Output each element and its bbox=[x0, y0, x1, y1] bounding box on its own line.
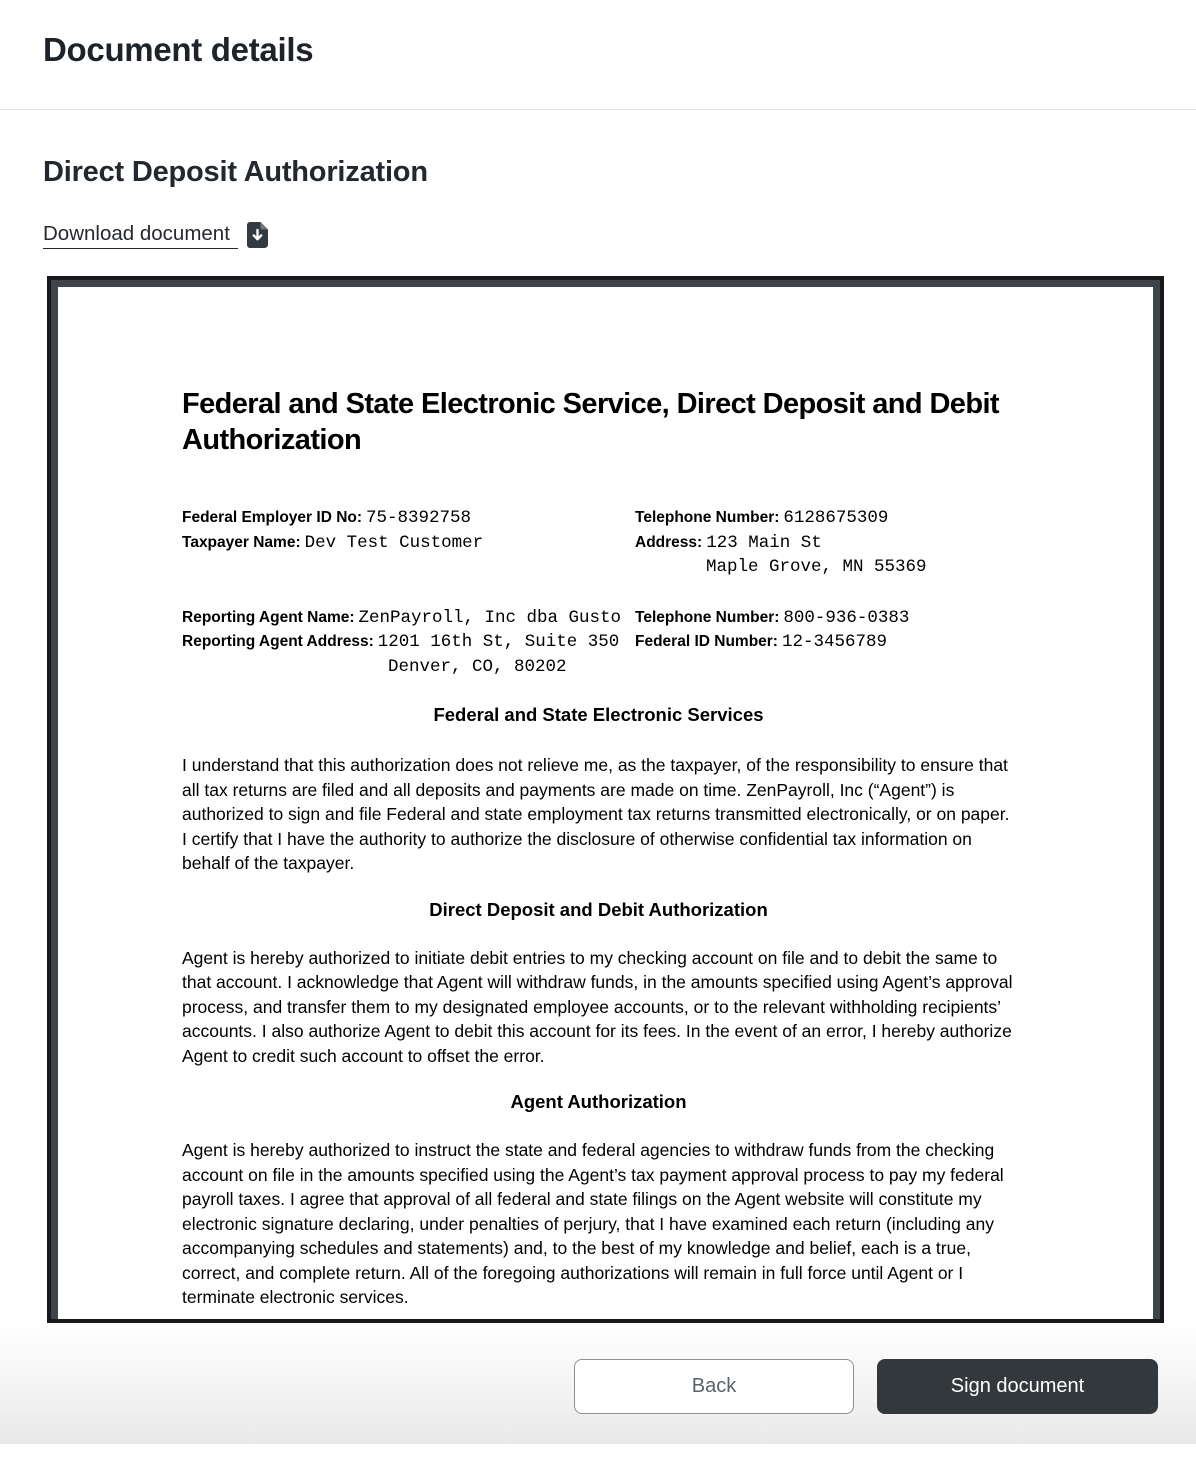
field-taxpayer-address-line2: Maple Grove, MN 55369 bbox=[706, 557, 927, 577]
section-body-agent-authorization: Agent is hereby authorized to instruct the state and federal agencies to withdraw funds from the checking account on file in the amounts specified using the Agent’s tax payment approval process to pay my federal payroll taxes. I agree that approval of all federal and state filings on the Agent website will constitute my electronic signature declaring, under penalties of perjury, that I have examined each return (including any accompanying schedules and statements) and, to the best of my knowledge and belief, each is a true, correct, and complete return. All of the foregoing authorizations will remain in full force until Agent or I terminate electronic services. bbox=[182, 1140, 1004, 1307]
section-heading-direct-deposit: Direct Deposit and Debit Authorization bbox=[429, 898, 768, 920]
file-download-icon bbox=[247, 222, 268, 248]
field-agent-phone: Telephone Number: 800-936-0383 bbox=[635, 607, 910, 628]
fields-block-taxpayer bbox=[182, 506, 1015, 580]
download-row bbox=[43, 222, 1196, 248]
download-document-link[interactable] bbox=[43, 222, 268, 249]
footer-action-bar bbox=[0, 1323, 1196, 1444]
field-taxpayer-name: Taxpayer Name: Dev Test Customer bbox=[182, 532, 484, 553]
download-link-label: Download document bbox=[43, 222, 238, 249]
document-page bbox=[58, 287, 1153, 1319]
field-agent-address: Reporting Agent Address: 1201 16th St, Suite 350 bbox=[182, 632, 620, 652]
document-inner-title: Federal and State Electronic Service, Direct Deposit and Debit Authorization bbox=[182, 388, 999, 456]
sign-document-button[interactable]: Sign document bbox=[877, 1359, 1158, 1414]
document-fields bbox=[182, 506, 1015, 679]
field-taxpayer-address: Address: 123 Main St bbox=[635, 532, 822, 553]
section-body-direct-deposit: Agent is hereby authorized to initiate debit entries to my checking account on file and to debit the same to that account. I acknowledge that Agent will withdraw funds, in the amounts specified using Agent’s approval process, and transfer them to my designated employee accounts, or to the relevant withholding recipients’ accounts. I also authorize Agent to debit this account for its fees. In the event of an error, I hereby authorize Agent to credit such account to offset the error. bbox=[182, 947, 1013, 1066]
field-federal-employer-id: Federal Employer ID No: 75-8392758 bbox=[182, 508, 472, 528]
page-title: Document details bbox=[43, 31, 314, 68]
fields-block-agent bbox=[182, 606, 1015, 680]
section-heading-agent-authorization: Agent Authorization bbox=[510, 1091, 687, 1112]
document-name-heading: Direct Deposit Authorization bbox=[43, 156, 428, 188]
back-button[interactable]: Back bbox=[574, 1359, 854, 1414]
document-viewer[interactable] bbox=[47, 276, 1164, 1323]
header-divider bbox=[0, 109, 1196, 110]
section-heading-electronic-services: Federal and State Electronic Services bbox=[433, 704, 764, 725]
section-body-electronic-services: I understand that this authorization does not relieve me, as the taxpayer, of the responsibility to ensure that all tax returns are filed and all deposits and payments are made on time. ZenPayroll, Inc (“Agent”) is authorized to sign and file Federal and state employment tax returns transmitted electronically, or on paper. I certify that I have the authority to authorize the disclosure of otherwise confidential tax information on behalf of the taxpayer. bbox=[182, 755, 1010, 873]
field-agent-address-line2: Denver, CO, 80202 bbox=[388, 656, 567, 677]
field-taxpayer-phone: Telephone Number: 6128675309 bbox=[635, 508, 889, 528]
field-agent-name: Reporting Agent Name: ZenPayroll, Inc dba Gusto bbox=[182, 607, 622, 628]
field-agent-federal-id: Federal ID Number: 12-3456789 bbox=[635, 632, 888, 652]
